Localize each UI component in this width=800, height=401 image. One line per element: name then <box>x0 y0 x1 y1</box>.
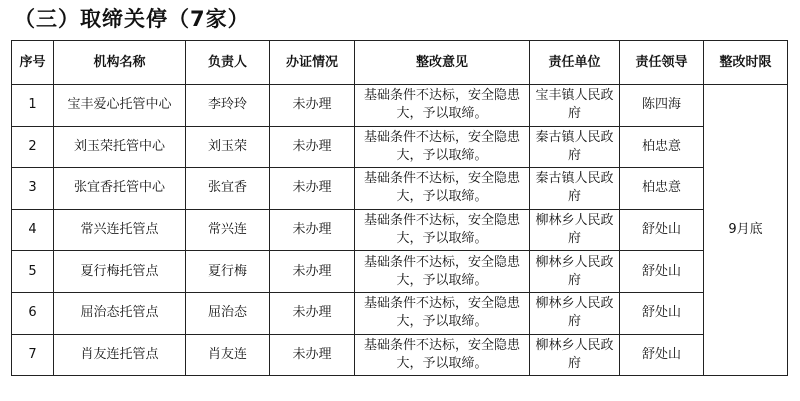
header-unit: 责任单位 <box>530 41 620 85</box>
cell-org: 宝丰爱心托管中心 <box>54 85 186 127</box>
header-org: 机构名称 <box>54 41 186 85</box>
cell-no: 2 <box>12 126 54 168</box>
table-row <box>12 126 788 168</box>
cell-license: 未办理 <box>270 334 355 376</box>
header-leader: 责任领导 <box>620 41 704 85</box>
header-license: 办证情况 <box>270 41 355 85</box>
header-row <box>12 41 788 85</box>
header-deadline: 整改时限 <box>704 41 788 85</box>
table-row <box>12 251 788 293</box>
cell-org: 张宜香托管中心 <box>54 168 186 210</box>
header-opinion: 整改意见 <box>355 41 530 85</box>
table-row <box>12 85 788 127</box>
cell-no: 6 <box>12 292 54 334</box>
cell-license: 未办理 <box>270 126 355 168</box>
cell-opinion: 基础条件不达标，安全隐患大，予以取缔。 <box>355 168 530 210</box>
cell-no: 5 <box>12 251 54 293</box>
cell-unit: 柳林乡人民政府 <box>530 209 620 251</box>
cell-person: 刘玉荣 <box>186 126 270 168</box>
cell-leader: 陈四海 <box>620 85 704 127</box>
cell-deadline: 9月底 <box>704 85 788 376</box>
cell-no: 3 <box>12 168 54 210</box>
cell-leader: 舒处山 <box>620 334 704 376</box>
cell-opinion: 基础条件不达标，安全隐患大，予以取缔。 <box>355 334 530 376</box>
cell-no: 7 <box>12 334 54 376</box>
cell-leader: 舒处山 <box>620 251 704 293</box>
closure-table <box>11 40 788 376</box>
table-row <box>12 209 788 251</box>
table-row <box>12 334 788 376</box>
cell-opinion: 基础条件不达标，安全隐患大，予以取缔。 <box>355 251 530 293</box>
cell-unit: 秦古镇人民政府 <box>530 168 620 210</box>
header-no: 序号 <box>12 41 54 85</box>
cell-org: 屈治态托管点 <box>54 292 186 334</box>
cell-leader: 柏忠意 <box>620 126 704 168</box>
cell-org: 夏行梅托管点 <box>54 251 186 293</box>
cell-opinion: 基础条件不达标，安全隐患大，予以取缔。 <box>355 85 530 127</box>
cell-person: 张宜香 <box>186 168 270 210</box>
cell-unit: 秦古镇人民政府 <box>530 126 620 168</box>
table-row <box>12 168 788 210</box>
cell-unit: 宝丰镇人民政府 <box>530 85 620 127</box>
cell-no: 1 <box>12 85 54 127</box>
cell-no: 4 <box>12 209 54 251</box>
cell-org: 肖友连托管点 <box>54 334 186 376</box>
cell-org: 常兴连托管点 <box>54 209 186 251</box>
cell-unit: 柳林乡人民政府 <box>530 292 620 334</box>
section-title: （三）取缔关停（7家） <box>14 7 250 31</box>
cell-opinion: 基础条件不达标，安全隐患大，予以取缔。 <box>355 209 530 251</box>
cell-person: 常兴连 <box>186 209 270 251</box>
cell-license: 未办理 <box>270 209 355 251</box>
cell-person: 屈治态 <box>186 292 270 334</box>
cell-license: 未办理 <box>270 85 355 127</box>
table-row <box>12 292 788 334</box>
cell-leader: 舒处山 <box>620 292 704 334</box>
cell-leader: 舒处山 <box>620 209 704 251</box>
cell-person: 李玲玲 <box>186 85 270 127</box>
header-person: 负责人 <box>186 41 270 85</box>
cell-opinion: 基础条件不达标，安全隐患大，予以取缔。 <box>355 126 530 168</box>
cell-person: 肖友连 <box>186 334 270 376</box>
cell-unit: 柳林乡人民政府 <box>530 334 620 376</box>
cell-leader: 柏忠意 <box>620 168 704 210</box>
cell-unit: 柳林乡人民政府 <box>530 251 620 293</box>
cell-org: 刘玉荣托管中心 <box>54 126 186 168</box>
cell-opinion: 基础条件不达标，安全隐患大，予以取缔。 <box>355 292 530 334</box>
cell-person: 夏行梅 <box>186 251 270 293</box>
cell-license: 未办理 <box>270 168 355 210</box>
cell-license: 未办理 <box>270 292 355 334</box>
cell-license: 未办理 <box>270 251 355 293</box>
